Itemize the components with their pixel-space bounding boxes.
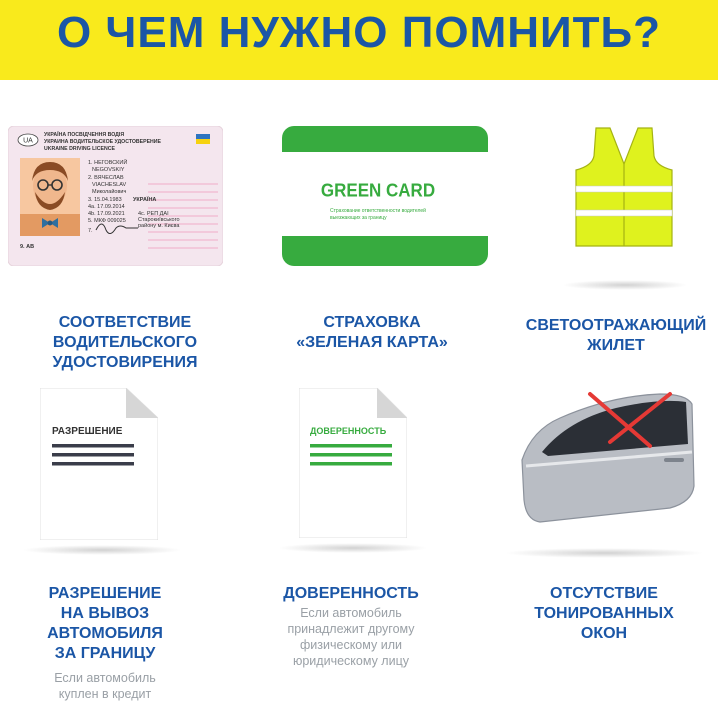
license-f4a: 4a. 17.09.2014	[88, 204, 125, 210]
green-card-subtitle-1: Страхование ответственности водителей	[330, 208, 426, 214]
green-card-title: GREEN CARD	[320, 179, 436, 201]
license-country: УКРАЇНА	[133, 197, 157, 203]
permit-line-2	[52, 453, 134, 457]
permit-line-1	[52, 444, 134, 448]
header-banner	[0, 0, 718, 80]
license-f9: 9. АВ	[20, 244, 35, 250]
license-f7: 7.	[88, 228, 93, 234]
license-head-3: UKRAINE DRIVING LICENCE	[44, 146, 115, 152]
license-f1b: NEGOVSKIY	[92, 167, 125, 173]
proxy-line-3	[310, 462, 392, 466]
permit-document-image	[40, 388, 158, 540]
item-label-license: СООТВЕТСТВИЕ ВОДИТЕЛЬСКОГО УДОСТОВИРЕНИЯ	[52, 314, 198, 371]
proxy-document-image	[299, 388, 407, 538]
permit-line-3	[52, 462, 134, 466]
license-f4c: 4c. РЕП ДАІ	[138, 211, 169, 217]
flag-top	[196, 134, 210, 139]
license-f4c3: району м. Києва	[138, 223, 180, 229]
license-f4b: 4b. 17.09.2021	[88, 211, 125, 217]
license-head-2: УКРАИНА ВОДИТЕЛЬСКОЕ УДОСТОВЕРЕНИЕ	[44, 139, 161, 145]
license-f1: 1. НЕГОВСКИЙ	[88, 160, 128, 166]
country-code: UA	[23, 137, 33, 145]
green-card-subtitle-2: выезжающих за границу	[330, 215, 387, 221]
reflective-vest-image	[574, 126, 674, 250]
proxy-fold	[377, 388, 407, 418]
car-tinted-window-image	[520, 390, 698, 530]
page-title: О ЧЕМ НУЖНО ПОМНИТЬ?	[56, 8, 661, 57]
item-note-permit: Если автомобиль куплен в кредит	[54, 671, 156, 701]
license-head-1: УКРАЇНА ПОСВІДЧЕННЯ ВОДІЯ	[44, 132, 125, 138]
car-shadow	[504, 548, 704, 558]
vest-shadow	[562, 280, 688, 290]
license-f3: 3. 15.04.1983	[88, 197, 122, 203]
item-label-vest: СВЕТООТРАЖАЮЩИЙ ЖИЛЕТ	[525, 317, 707, 354]
item-label-windows: ОТСУТСТВИЕ ТОНИРОВАННЫХ ОКОН	[534, 585, 674, 642]
proxy-line-1	[310, 444, 392, 448]
license-f2c: Миколайович	[92, 189, 127, 195]
license-f2: 2. ВЯЧЕСЛАВ	[88, 175, 124, 181]
vest-stripe-upper	[576, 186, 672, 192]
license-photo	[20, 158, 80, 236]
permit-shadow	[22, 545, 182, 555]
flag-bottom	[196, 139, 210, 144]
license-f5: 5. МКФ 009025	[88, 218, 126, 224]
proxy-doc-title: ДОВЕРЕННОСТЬ	[310, 426, 387, 436]
door-handle	[664, 458, 684, 462]
license-f2b: VIACHESLAV	[92, 182, 127, 188]
item-label-green-card: СТРАХОВКА «ЗЕЛЕНАЯ КАРТА»	[296, 314, 448, 351]
item-label-permit: РАЗРЕШЕНИЕ НА ВЫВОЗ АВТОМОБИЛЯ ЗА ГРАНИЦУ	[47, 585, 163, 662]
vest-stripe-lower	[576, 210, 672, 216]
proxy-shadow	[278, 543, 428, 553]
license-f4c2: Старокиївського	[138, 217, 180, 223]
driver-license-image	[8, 126, 223, 266]
proxy-line-2	[310, 453, 392, 457]
permit-doc-title: РАЗРЕШЕНИЕ	[52, 426, 123, 437]
item-label-proxy: ДОВЕРЕННОСТЬ	[283, 585, 419, 602]
green-card-image	[282, 126, 488, 266]
item-note-proxy: Если автомобиль принадлежит другому физическому или юридическому лицу	[287, 606, 415, 668]
